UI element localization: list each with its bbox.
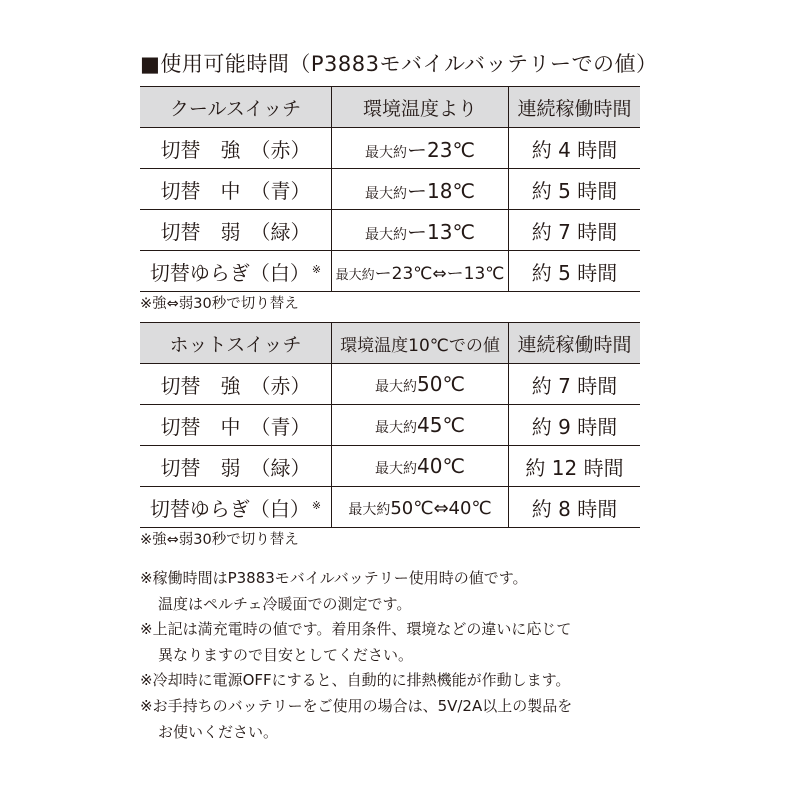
mode-cell: 切替 弱 （緑）: [140, 446, 332, 487]
mode-cell: 切替 中 （青）: [140, 405, 332, 446]
table-row: [140, 487, 640, 528]
mode-cell: [140, 487, 332, 528]
mode-cell: 切替 弱 （緑）: [140, 210, 332, 251]
temp-cell: [332, 487, 509, 528]
table-row: [140, 446, 640, 487]
mode-cell: 切替 強 （赤）: [140, 364, 332, 405]
temp-value: 50℃⇔40℃: [390, 498, 492, 519]
time-cell: 約 9 時間: [509, 405, 641, 446]
table-row: [140, 364, 640, 405]
cool-header-time: 連続稼働時間: [509, 87, 641, 128]
temp-prefix: 最大約: [375, 420, 418, 436]
cool-header-switch: クールスイッチ: [140, 87, 332, 128]
temp-value: 45℃: [417, 413, 465, 437]
temp-cell: [332, 405, 509, 446]
footnote-line: 異なりますので目安としてください。: [158, 645, 414, 664]
mode-cell: 切替 強 （赤）: [140, 128, 332, 169]
temp-value: 40℃: [417, 454, 465, 478]
mode-note-mark: ※: [311, 498, 322, 512]
mode-cell: 切替 中 （青）: [140, 169, 332, 210]
temp-cell: [332, 210, 509, 251]
temp-prefix: 最大約: [375, 379, 418, 395]
cool-table-header-row: [140, 87, 640, 128]
cool-switch-table: [140, 86, 640, 292]
temp-prefix: 最大約: [335, 267, 375, 283]
hot-table-note: ※強⇔弱30秒で切り替え: [140, 532, 299, 548]
table-row: [140, 405, 640, 446]
hot-table-header-row: [140, 323, 640, 364]
mode-label: 切替ゆらぎ（白）: [149, 496, 310, 521]
time-cell: 約 7 時間: [509, 210, 641, 251]
footnote-line: お使いください。: [158, 722, 279, 741]
hot-header-temp: 環境温度10℃での値: [332, 323, 509, 364]
temp-cell: [332, 128, 509, 169]
temp-cell: [332, 446, 509, 487]
table-row: [140, 251, 640, 292]
time-cell: 約 5 時間: [509, 251, 641, 292]
table-row: [140, 128, 640, 169]
table-row: [140, 169, 640, 210]
hot-header-switch: ホットスイッチ: [140, 323, 332, 364]
mode-label: 切替ゆらぎ（白）: [149, 260, 310, 285]
footnotes: [140, 566, 572, 745]
time-cell: 約 4 時間: [509, 128, 641, 169]
time-cell: 約 5 時間: [509, 169, 641, 210]
temp-cell: [332, 251, 509, 292]
footnote-line: ※お手持ちのバッテリーをご使用の場合は、5V/2A以上の製品を: [140, 696, 573, 715]
hot-header-time: 連続稼働時間: [509, 323, 641, 364]
cool-header-temp: 環境温度より: [332, 87, 509, 128]
footnote-line: ※上記は満充電時の値です。着用条件、環境などの違いに応じて: [140, 620, 572, 639]
time-cell: 約 7 時間: [509, 364, 641, 405]
footnote-line: ※稼働時間はP3883モバイルバッテリー使用時の値です。: [140, 569, 528, 587]
temp-value: ー23℃: [407, 137, 475, 162]
temp-prefix: 最大約: [365, 144, 408, 161]
cool-table-note: ※強⇔弱30秒で切り替え: [140, 296, 299, 312]
table-row: [140, 210, 640, 251]
section-title: ■使用可能時間（P3883モバイルバッテリーでの値）: [140, 52, 658, 76]
temp-prefix: 最大約: [375, 461, 418, 477]
mode-cell: [140, 251, 332, 292]
temp-cell: [332, 169, 509, 210]
temp-prefix: 最大約: [348, 502, 391, 518]
temp-value: ー13℃: [407, 219, 475, 244]
footnote-line: 温度はペルチェ冷暖面での測定です。: [158, 594, 412, 613]
temp-prefix: 最大約: [365, 185, 408, 202]
hot-switch-table: [140, 322, 640, 528]
time-cell: 約 8 時間: [509, 487, 641, 528]
temp-value: 50℃: [417, 372, 465, 396]
time-cell: 約 12 時間: [509, 446, 641, 487]
mode-note-mark: ※: [311, 262, 322, 276]
temp-prefix: 最大約: [365, 226, 408, 243]
temp-value: ー23℃⇔ー13℃: [374, 263, 505, 284]
temp-value: ー18℃: [407, 178, 475, 203]
footnote-line: ※冷却時に電源OFFにすると、自動的に排熱機能が作動します。: [140, 671, 571, 690]
temp-cell: [332, 364, 509, 405]
